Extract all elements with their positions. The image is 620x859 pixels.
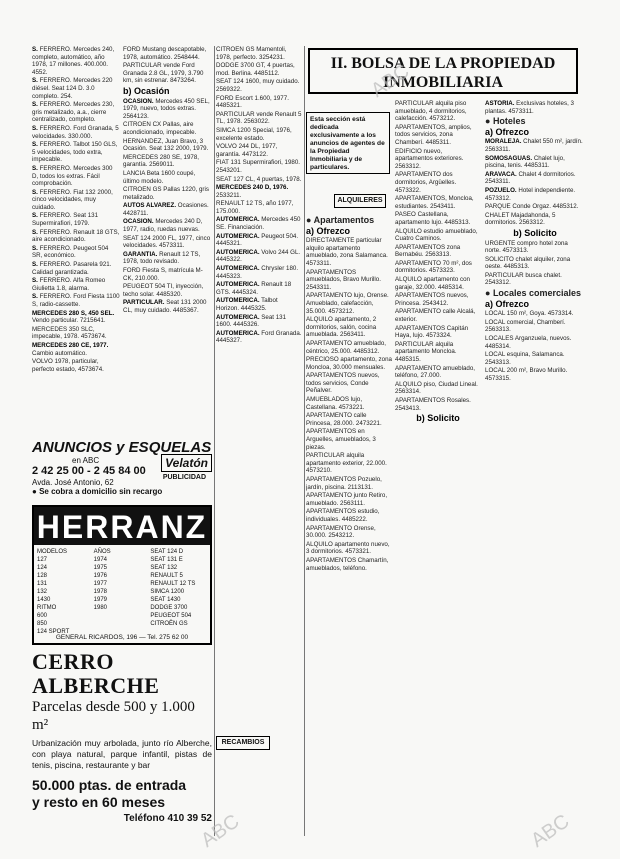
classified-ad: S. FERRERO. Talbot 150 GLS, 5 velocidades, todo extra, impecable. (32, 141, 118, 164)
classified-ad: LOCAL esquina, Salamanca. 2543313. (485, 351, 565, 366)
herranz-item: RENAULT 12 TS (150, 581, 196, 587)
classified-ad: PEUGEOT 504 TI, inyección, techo solar. 4485320. (123, 283, 204, 298)
classified-ad: DODGE 3700 GT, 4 puertas, mod. Berlina. 4485112. (216, 62, 295, 77)
abc-watermark: ABC (527, 810, 574, 852)
classified-ad: APARTAMENTOS Chamartín, amueblados, teléfono. (306, 556, 389, 572)
herranz-item: SEAT 124 D (150, 549, 184, 555)
herranz-item: 124 SPORT (37, 629, 70, 635)
col2-list-bottom (123, 98, 211, 315)
col4-list (306, 237, 392, 572)
classified-ad: LOCALES Arganzuela, nuevos. 4485314. (485, 335, 572, 350)
herranz-item: 1979 (93, 597, 108, 603)
classified-ad: CITROEN CX Pallas, aire acondicionado, impecable. (123, 121, 197, 136)
heading-locales: ● Locales comerciales (485, 288, 581, 299)
classified-ad: APARTAMENTO amueblado, teléfono, 27.000. (395, 364, 476, 380)
classified-ad: PARTICULAR alquila piso amueblado, 4 dormitorios, calefacción. 4573212. (395, 100, 467, 123)
herranz-item: 132 (37, 589, 48, 595)
herranz-item: 850 (37, 621, 48, 627)
alquileres-box: ALQUILERES (334, 194, 386, 208)
heading-locales-label: Locales comerciales (492, 288, 581, 299)
classified-ad: LANCIA Beta 1600 coupé, último modelo. (123, 169, 196, 185)
cerro-body: Urbanización muy arbolada, junto río Alberche, con playa natural, parque infantil, pistas de tenis, piscina, restaurante y bar (32, 738, 212, 770)
herranz-item: SEAT 131 E (150, 557, 183, 563)
section-note-box: Esta sección está dedicada exclusivamente a los anuncios de agentes de la Propiedad Inmobiliaria y de particulares. (306, 112, 390, 174)
classified-ad: SEAT 124 1600, muy cuidado. 2569322. (216, 78, 300, 93)
classified-ad: S. FERRERO. Pasarela 921. Calidad garantizada. (32, 261, 112, 276)
recambios-box: RECAMBIOS (216, 736, 270, 750)
classified-ad: LOCAL 150 m², Goya. 4573314. (485, 310, 574, 318)
herranz-col1 (37, 548, 94, 636)
classified-ad: S. FERRERO. Seat 131 Supermirafiori, 1979. (32, 212, 99, 228)
anuncios-ad (32, 440, 212, 498)
herranz-item: 1974 (93, 557, 108, 563)
column-apartments-2 (395, 100, 481, 780)
classified-ad: APARTAMENTOS estudio, individuales. 4485222. (306, 508, 380, 523)
herranz-col3 (150, 548, 207, 636)
classified-ad: AUTOMERICA. Renault 18 GTS. 4445324. (216, 281, 292, 296)
herranz-item: DODGE 3700 (150, 605, 188, 611)
classified-ad: S. FERRERO. Fiat 132 2000, cinco velocidades, muy cuidado. (32, 188, 113, 211)
classified-ad: FIAT 131 Supermirafiori, 1980. 2543201. (216, 159, 301, 174)
cerro-alberche-ad (32, 650, 212, 824)
classified-ad: AUTOMERICA. Peugeot 504. 4445321. (216, 232, 299, 248)
herranz-item: 1978 (93, 589, 108, 595)
col6-list-lower (485, 240, 585, 288)
col6-list-top (485, 100, 585, 115)
herranz-item: 127 (37, 557, 48, 563)
classified-ad: APARTAMENTOS nuevos, todos servicios, Conde Peñalver. (306, 372, 380, 395)
classified-ad: MERCEDES 280 CE, 1977. Cambio automático. (32, 341, 109, 357)
anuncios-home: ● Se cobra a domicilio sin recargo (32, 487, 163, 496)
classified-ad: ALQUILO estudio amueblado, Cuatro Caminos. (395, 227, 478, 243)
velaton-logo: Velatón (161, 454, 212, 472)
classified-ad: MERCEDES 350 SLC, impecable, 1978. 4573674. (32, 325, 107, 341)
classified-ad: VOLVO 1978, particular, perfecto estado, 4573674. (32, 358, 104, 373)
classified-ad: EDIFICIO nuevo, apartamentos exteriores. 2563312. (395, 147, 464, 170)
heading-apartamentos-label: Apartamentos (313, 215, 375, 225)
classified-ad: S. FERRERO. Peugeot 504 SR, económico. (32, 244, 109, 260)
classified-ad: RENAULT 12 TS, año 1977, 175.000. (216, 200, 294, 215)
classified-ad: PARQUE Conde Orgaz. 4485312. (485, 203, 579, 211)
classified-ad: APARTAMENTO calle Princesa, 28.000. 2473221. (306, 412, 382, 427)
classified-ad: APARTAMENTO junto Retiro, amueblado. 2563111. (306, 492, 388, 507)
column-used-cars-2 (123, 46, 211, 432)
col3-list (216, 46, 302, 345)
classified-ad: APARTAMENTOS zona Bernabéu. 2563313. (395, 243, 461, 259)
classified-ad: APARTAMENTOS amueblados, Bravo Murillo. 2543311. (306, 268, 381, 291)
classified-ad: S. FERRERO. Renault 18 GTS, aire acondicionado. (32, 228, 120, 244)
classified-ad: APARTAMENTOS en Arguelles, amueblados, 3 piezas. (306, 428, 376, 451)
heading-apartamentos: ● Apartamentos (306, 215, 375, 225)
heading-ofrezco: a) Ofrezco (306, 225, 351, 236)
cerro-parcelas: Parcelas desde 500 y 1.000 m² (32, 699, 195, 733)
herranz-item: RENAULT 5 (150, 573, 183, 579)
herranz-item: SEAT 132 (150, 565, 178, 571)
classified-ad: OCASION. Mercedes 240 D, 1977, radio, ruedas nuevas. (123, 218, 203, 234)
classified-ad: APARTAMENTO Orense, 30.000. 2543212. (306, 524, 376, 540)
classified-ad: PARTICULAR alquila apartamento exterior, 22.000. 4573210. (306, 452, 387, 475)
classified-ad: AUTOMERICA. Volvo 244 GL. 4445322. (216, 248, 301, 264)
anuncios-sub: en ABC (72, 456, 100, 465)
anuncios-home-text: Se cobra a domicilio sin recargo (39, 487, 163, 496)
heading-hoteles: ● Hoteles (485, 116, 526, 127)
classified-ad: PARTICULAR alquila apartamento Moncloa. 4485315. (395, 340, 457, 363)
herranz-item: 128 (37, 573, 48, 579)
herranz-address: GENERAL RICARDOS, 196 — Tel. 275 62 00 (55, 634, 189, 641)
classified-ad: APARTAMENTOS nuevos, Princesa. 2543412. (395, 292, 469, 307)
herranz-item: 131 (37, 581, 48, 587)
cerro-title: CERRO ALBERCHE (32, 649, 160, 698)
cerro-telefono: Teléfono 410 39 52 (123, 813, 212, 824)
column-used-cars-1 (32, 46, 120, 432)
column-hotels (485, 100, 585, 840)
classified-ad: POZUELO. Hotel independiente. 4573312. (485, 186, 576, 202)
classified-ad: FORD Fiesta S, matrícula M-CK, 210.000. (123, 267, 203, 282)
classified-ad: AUTOMERICA. Seat 131 1600. 4445326. (216, 313, 287, 329)
classified-ad: CHALET Majadahonda, 5 dormitorios. 2563312. (485, 211, 556, 227)
herranz-grid (34, 545, 210, 639)
classified-ad: MERCEDES 280 SE, 1978, garantía. 2569011. (123, 153, 200, 169)
section-header-line1: II. BOLSA DE LA PROPIEDAD (330, 55, 556, 72)
classified-ad: GARANTIA. Renault 12 TS, 1978, todo revisado. (123, 250, 201, 266)
classified-ad: PARTICULAR busca chalet. 2543312. (485, 271, 562, 287)
classified-ad: LOCAL 200 m², Bravo Murillo. 4573315. (485, 367, 568, 382)
heading-solicito2: b) Solicito (513, 227, 557, 238)
herranz-item: SEAT 1430 (150, 597, 181, 603)
classified-ad: ALQUILO apartamento nuevo, 3 dormitorios. 4573321. (306, 540, 390, 556)
classified-ad: SEAT 124 2000 FL, 1977, cinco velocidades. 4573311. (123, 234, 211, 250)
cerro-meses: y resto en 60 meses (32, 794, 166, 810)
classified-ad: APARTAMENTO calle Alcalá, exterior. (395, 308, 476, 324)
heading-ofrezco3: a) Ofrezco (485, 298, 530, 309)
column-rule (304, 46, 305, 836)
classified-ad: SIMCA 1200 Special, 1976, excelente estado. (216, 126, 292, 142)
classified-ad: ALQUILO apartamento, 2 dormitorios, salón, cocina amueblada. 2563411. (306, 316, 377, 339)
classified-ad: CITROEN GS Pallas 1220, gris metalizado. (123, 186, 209, 201)
classified-ad: CITROEN GS Mamentoli, 1978, perfecto. 3254231. (216, 46, 287, 61)
classified-ad: APARTAMENTO lujo, Orense. Amueblado, calefacción, 35.000. 4573212. (306, 292, 389, 315)
classified-ad: S. FERRERO. Ford Granada, 5 velocidades. 330.000. (32, 124, 119, 140)
classified-ad: URGENTE compro hotel zona norte. 4573313. (485, 239, 568, 255)
abc-watermark: ABC (197, 810, 244, 852)
classified-ad: HERNANDEZ, Juan Bravo, 3 Ocasión. Seat 132 2000, 1979. (123, 137, 209, 153)
classified-ad: MORALEJA. Chalet 550 m², jardín. 2563311. (485, 138, 583, 153)
cerro-entrada: 50.000 ptas. de entrada (32, 777, 187, 793)
classified-ad: SEAT 127 CL, 4 puertas, 1978. (216, 175, 302, 183)
classified-ad: S. FERRERO. Mercedes 220 diésel. Seat 124 D. 3.0 completo. 254. (32, 77, 113, 100)
classified-ad: PASEO Castellana, apartamento lujo. 4485313. (395, 211, 471, 226)
anuncios-title: ANUNCIOS y ESQUELAS (32, 439, 212, 456)
classified-ad: MERCEDES 280 S, 450 SEL. Vendo particular. 7215641. (32, 309, 115, 325)
classified-ad: FORD Escort 1.600, 1977. 4485321. (216, 94, 289, 110)
classified-ad: APARTAMENTOS Capitán Haya, lujo. 4573324. (395, 324, 469, 340)
column-apartments-1 (306, 214, 392, 834)
herranz-item: 600 (37, 613, 48, 619)
classified-ad: LOCAL comercial, Chamberí. 2563313. (485, 318, 566, 334)
classified-ad: DIRECTAMENTE particular alquilo apartamento amueblado, zona Salamanca. 4573311. (306, 237, 388, 267)
classified-ad: SOMOSAGUAS. Chalet lujo, piscina, tenis. 4485311. (485, 154, 565, 170)
heading-solicito: b) Solicito (416, 413, 460, 424)
classified-ad: AUTOMERICA. Chrysler 180. 4445323. (216, 265, 299, 280)
classified-ad: OCASION. Mercedes 450 SEL, 1979, nuevo, todos extras. 2564123. (123, 97, 210, 120)
col2-list-top (123, 46, 211, 85)
col5-list (395, 100, 481, 412)
herranz-item: 1980 (93, 605, 108, 611)
classified-ad: S. FERRERO. Alfa Romeo Giulietta 1.8, alarma. (32, 277, 106, 292)
classified-ad: ALQUILO piso, Ciudad Lineal. 2563314. (395, 380, 478, 396)
abc-watermark: ABC (367, 60, 414, 102)
col1-list (32, 46, 120, 373)
col6-list-middle (485, 138, 585, 227)
anuncios-address: Avda. José Antonio, 62 (32, 478, 114, 487)
classified-ad: APARTAMENTOS Rosales. 2543413. (395, 396, 471, 412)
classified-ad: APARTAMENTOS, amplios, todos servicios, zona Chamberí. 4485311. (395, 123, 472, 146)
heading-ofrezco2: a) Ofrezco (485, 126, 530, 137)
herranz-item: PEUGEOT 504 (150, 613, 192, 619)
classified-ad: APARTAMENTOS, Moncloa, estudiantes. 2543411. (395, 195, 474, 210)
classified-ad: AMUEBLADOS lujo, Castellana. 4573221. (306, 396, 365, 411)
herranz-item: 1976 (93, 573, 108, 579)
classified-ad: SOLICITO chalet alquiler, zona oeste. 4485313. (485, 255, 571, 271)
section-header-box (308, 48, 578, 94)
classified-ad: APARTAMENTOS Pozuelo, jardín, piscina. 2113131. (306, 476, 382, 491)
herranz-item: 1430 (37, 597, 51, 603)
classified-ad: VOLVO 244 DL, 1977, garantía. 4473122. (216, 143, 278, 158)
classified-ad: PARTICULAR vende Ford Granada 2.8 GL, 1979, 3.790 km, sin estrenar. 8473264. (123, 62, 204, 85)
classified-ad: APARTAMENTO amueblado, céntrico, 25.000. 4485312. (306, 339, 387, 355)
publicidad-label: PUBLICIDAD (162, 474, 206, 481)
classified-ad: AUTOMERICA. Talbot Horizon. 4445325. (216, 297, 278, 312)
classified-ad: ASTORIA. Exclusivas hoteles, 3 plantas. 4573311. (485, 100, 574, 115)
classified-ad: AUTOMERICA. Mercedes 450 SE. Financiación. (216, 216, 301, 232)
section-header-line2: INMOBILIARIA (382, 74, 503, 91)
herranz-item: 1975 (93, 565, 108, 571)
herranz-col2 (94, 548, 151, 636)
herranz-title: HERRANZ (34, 507, 210, 545)
classified-ad: ALQUILO apartamento con garaje, 32.000. 4485314. (395, 276, 470, 291)
heading-ocasion: b) Ocasión (123, 85, 170, 96)
classified-ad: S. FERRERO. Mercedes 240, completo, automático, año 1978, 17 millones. 400.000. 4552. (32, 46, 115, 76)
classified-ad: S. FERRERO. Mercedes 230, gris metalizado, a.a., cierre centralizado, completo. (32, 101, 115, 124)
classified-ad: APARTAMENTO dos dormitorios, Argüelles. 4573322. (395, 171, 457, 194)
herranz-item: RITMO (37, 605, 57, 611)
column-rule (214, 46, 215, 836)
col6-list-bottom (485, 310, 585, 382)
classified-ad: PARTICULAR vende Renault 5 TL, 1978. 2563022. (216, 110, 302, 126)
classified-ad: ARAVACA. Chalet 4 dormitorios. 2543311. (485, 170, 576, 186)
herranz-ad (32, 505, 212, 645)
classified-ad: PARTICULAR. Seat 131 2000 CL, muy cuidado. 4485367. (123, 299, 207, 314)
classified-ad: AUTOMERICA. Ford Granada. 4445327. (216, 329, 302, 345)
classified-ad: S. FERRERO. Ford Fiesta 1100 S, radio-cassette. (32, 293, 120, 308)
herranz-item: 1977 (93, 581, 108, 587)
classified-ad: MERCEDES 240 D, 1976. 2533211. (216, 184, 289, 199)
classified-ad: AUTOS ALVAREZ. Ocasiones. 4428711. (123, 202, 209, 217)
column-used-cars-3 (216, 46, 302, 734)
herranz-item: SIMCA 1200 (150, 589, 185, 595)
classified-ad: PRECIOSO apartamento, zona Moncloa, 30.000 mensuales. (306, 356, 392, 371)
herranz-item: CITROËN GS (150, 621, 188, 627)
anuncios-phones: 2 42 25 00 - 2 45 84 00 (32, 465, 146, 477)
classified-ad: S. FERRERO. Mercedes 300 D, todos los extras. Fácil comprobación. (32, 164, 113, 188)
herranz-item: MODELOS (37, 549, 68, 555)
herranz-item: AÑOS (93, 549, 111, 555)
herranz-item: 124 (37, 565, 48, 571)
heading-hoteles-label: Hoteles (492, 116, 526, 127)
classified-ad: FORD Mustang descapotable, 1978, automático. 2548444. (123, 46, 207, 61)
classified-ad: APARTAMENTO 70 m², dos dormitorios. 4573323. (395, 259, 472, 275)
